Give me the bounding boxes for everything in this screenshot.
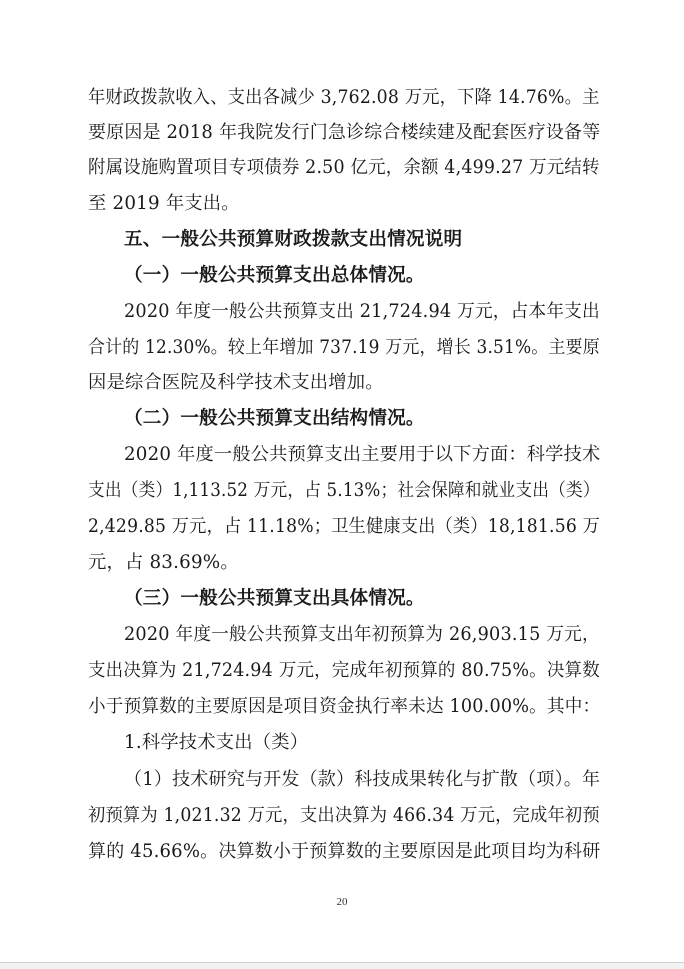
paragraph-line-text: 因是综合医院及科学技术支出增加。 [88, 372, 384, 393]
paragraph-line-text: 2020 年度一般公共预算支出年初预算为 26,903.15 万元， [124, 624, 600, 645]
section-heading [0, 225, 684, 255]
subsection-heading [0, 404, 684, 434]
paragraph-line [0, 476, 684, 506]
paragraph-line [0, 297, 684, 327]
paragraph-line [0, 801, 684, 831]
paragraph-line [0, 548, 684, 578]
paragraph-line [0, 440, 684, 470]
paragraph-line [0, 83, 684, 113]
paragraph-line [0, 512, 684, 542]
paragraph-line-text: 2020 年度一般公共预算支出主要用于以下方面：科学技术 [124, 444, 601, 465]
page-bottom-band [0, 963, 684, 969]
paragraph-line [0, 118, 684, 148]
paragraph-line [0, 333, 684, 363]
paragraph-line-text: 年财政拨款收入、支出各减少 3,762.08 万元，下降 14.76%。主 [88, 87, 600, 108]
subsection-heading-text: （三）一般公共预算支出具体情况。 [124, 588, 425, 609]
paragraph-line-text: 初预算为 1,021.32 万元，支出决算为 466.34 万元，完成年初预 [88, 805, 600, 826]
paragraph-line-text: 支出（类）1,113.52 万元，占 5.13%；社会保障和就业支出（类） [88, 480, 600, 501]
paragraph-line [0, 692, 684, 722]
paragraph-line-text: 2020 年度一般公共预算支出 21,724.94 万元，占本年支出 [124, 301, 600, 322]
paragraph-line-text: 算的 45.66%。决算数小于预算数的主要原因是此项目均为科研 [88, 841, 601, 862]
subsection-heading [0, 261, 684, 291]
paragraph-line-text: 要原因是 2018 年我院发行门急诊综合楼续建及配套医疗设备等 [88, 122, 601, 143]
paragraph-line-text: 元，占 83.69%。 [88, 552, 239, 573]
list-item-heading-text: 1.科学技术支出（类） [124, 732, 309, 753]
paragraph-line-text: 支出决算为 21,724.94 万元，完成年初预算的 80.75%。决算数 [88, 660, 600, 681]
page-number: 20 [336, 896, 348, 908]
paragraph-line [0, 189, 684, 219]
subsection-heading-text: （一）一般公共预算支出总体情况。 [124, 265, 425, 286]
paragraph-line-text: 2,429.85 万元，占 11.18%；卫生健康支出（类）18,181.56 万 [88, 516, 601, 537]
paragraph-line [0, 656, 684, 686]
paragraph-line [0, 153, 684, 183]
paragraph-line-text: 至 2019 年支出。 [88, 193, 240, 214]
paragraph-line-text: （1）技术研究与开发（款）科技成果转化与扩散（项）。年 [124, 769, 601, 790]
paragraph-line [0, 620, 684, 650]
paragraph-line [0, 837, 684, 867]
paragraph-line-text: 小于预算数的主要原因是项目资金执行率未达 100.00%。其中： [88, 696, 601, 717]
list-item-heading [0, 728, 684, 758]
paragraph-line-text: 合计的 12.30%。较上年增加 737.19 万元，增长 3.51%。主要原 [88, 337, 600, 358]
paragraph-line-text: 附属设施购置项目专项债券 2.50 亿元，余额 4,499.27 万元结转 [88, 157, 600, 178]
subsection-heading [0, 584, 684, 614]
section-heading-text: 五、一般公共预算财政拨款支出情况说明 [124, 229, 463, 250]
paragraph-line [0, 765, 684, 795]
paragraph-line [0, 368, 684, 398]
subsection-heading-text: （二）一般公共预算支出结构情况。 [124, 408, 425, 429]
